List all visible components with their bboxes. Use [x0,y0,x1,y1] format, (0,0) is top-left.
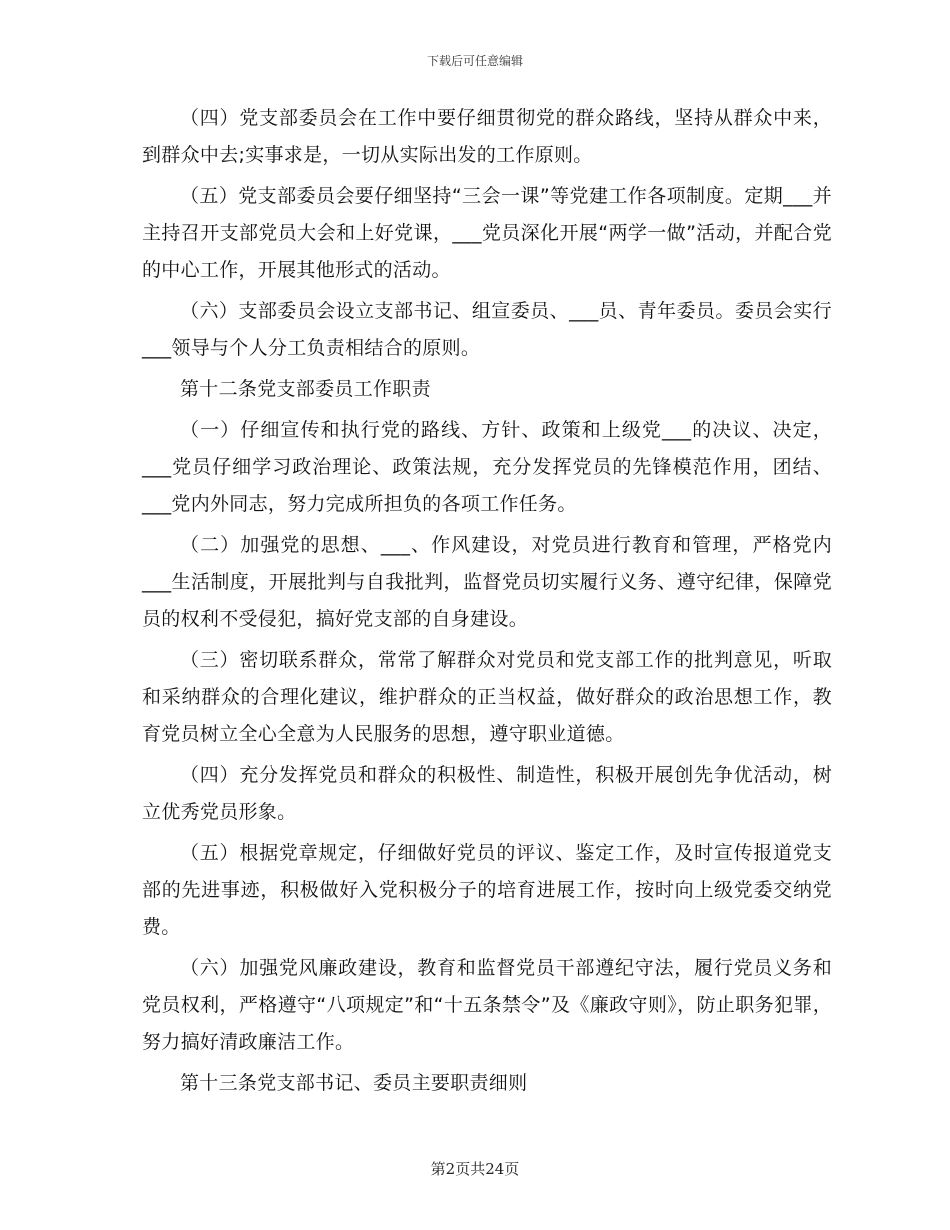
paragraph-6: （二）加强党的思想、___、作风建设，对党员进行教育和管理，严格党内___生活制度，开展批判与自我批判，监督党员切实履行义务、遵守纪律，保障党员的权利不受侵犯，搞好党支部的自身建设。 [142,534,832,630]
paragraph-1: （四）党支部委员会在工作中要仔细贯彻党的群众路线，坚持从群众中来，到群众中去;实事求是，一切从实际出发的工作原则。 [142,107,832,166]
page-header: 下载后可任意编辑 [426,54,523,68]
section-heading-article-12: 第十二条党支部委员工作职责 [180,378,431,400]
section-heading-article-13: 第十三条党支部书记、委员主要职责细则 [180,1072,528,1094]
paragraph-2: （五）党支部委员会要仔细坚持“三会一课”等党建工作各项制度。定期___并主持召开支部党员大会和上好党课，___党员深化开展“两学一做”活动，并配合党的中心工作，开展其他形式的活动。 [142,185,832,281]
paragraph-9: （五）根据党章规定，仔细做好党员的评议、鉴定工作，及时宣传报道党支部的先进事迹，积极做好入党积极分子的培育进展工作，按时向上级党委交纳党费。 [142,842,832,938]
paragraph-5: （一）仔细宣传和执行党的路线、方针、政策和上级党___的决议、决定，___党员仔细学习政治理论、政策法规，充分发挥党员的先锋模范作用，团结、___党内外同志，努力完成所担负的各项工作任务。 [142,419,832,515]
paragraph-3: （六）支部委员会设立支部书记、组宣委员、___员、青年委员。委员会实行___领导与个人分工负责相结合的原则。 [142,300,832,359]
paragraph-10: （六）加强党风廉政建设，教育和监督党员干部遵纪守法，履行党员义务和党员权利，严格遵守“八项规定”和“十五条禁令”及《廉政守则》，防止职务犯罪，努力搞好清政廉洁工作。 [142,957,832,1053]
paragraph-8: （四）充分发挥党员和群众的积极性、制造性，积极开展创先争优活动，树立优秀党员形象。 [142,764,832,823]
page-footer: 第2页共24页 [430,1160,520,1178]
paragraph-7: （三）密切联系群众，常常了解群众对党员和党支部工作的批判意见，听取和采纳群众的合理化建议，维护群众的正当权益，做好群众的政治思想工作，教育党员树立全心全意为人民服务的思想，遵守职业道德。 [142,649,832,745]
document-body [142,100,832,1106]
